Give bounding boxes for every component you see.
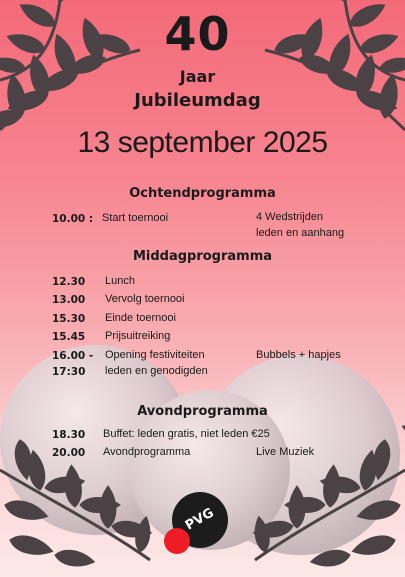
afternoon-note: Bubbels + hapjes: [256, 349, 341, 361]
morning-desc: Start toernooi: [102, 212, 169, 224]
logo-red-dot: [164, 528, 190, 554]
title-line-1: Jaar: [179, 67, 216, 86]
evening-note: Live Muziek: [256, 446, 315, 458]
evening-time: 20.00: [52, 447, 86, 459]
afternoon-desc: Opening festiviteiten: [105, 349, 205, 361]
afternoon-time-end: 17:30: [52, 366, 86, 378]
logo-text: PVG: [182, 505, 217, 534]
evening-desc: Buffet: leden gratis, niet leden €25: [103, 428, 270, 440]
morning-note-2: leden en aanhang: [256, 227, 345, 239]
afternoon-desc: Einde toernooi: [105, 312, 176, 324]
afternoon-desc: Prijsuitreiking: [105, 330, 171, 342]
title-line-2: Jubileumdag: [134, 90, 261, 111]
afternoon-time: 13.00: [52, 294, 86, 306]
afternoon-heading: Middagprogramma: [132, 249, 273, 264]
anniversary-number: 40: [164, 7, 231, 61]
morning-note: 4 Wedstrijden: [256, 211, 324, 223]
afternoon-desc-2: leden en genodigden: [105, 365, 208, 377]
afternoon-time: 15.30: [52, 313, 86, 325]
afternoon-time: 12.30: [52, 276, 86, 288]
morning-heading: Ochtendprogramma: [129, 186, 276, 201]
morning-time: 10.00 :: [52, 213, 94, 225]
evening-heading: Avondprogramma: [137, 404, 268, 419]
evening-desc: Avondprogramma: [103, 446, 191, 458]
afternoon-desc: Lunch: [105, 275, 135, 287]
afternoon-time: 15.45: [52, 331, 86, 343]
afternoon-desc: Vervolg toernooi: [105, 293, 185, 305]
evening-time: 18.30: [52, 429, 86, 441]
afternoon-time: 16.00 -: [52, 350, 94, 362]
event-date: 13 september 2025: [77, 126, 328, 159]
